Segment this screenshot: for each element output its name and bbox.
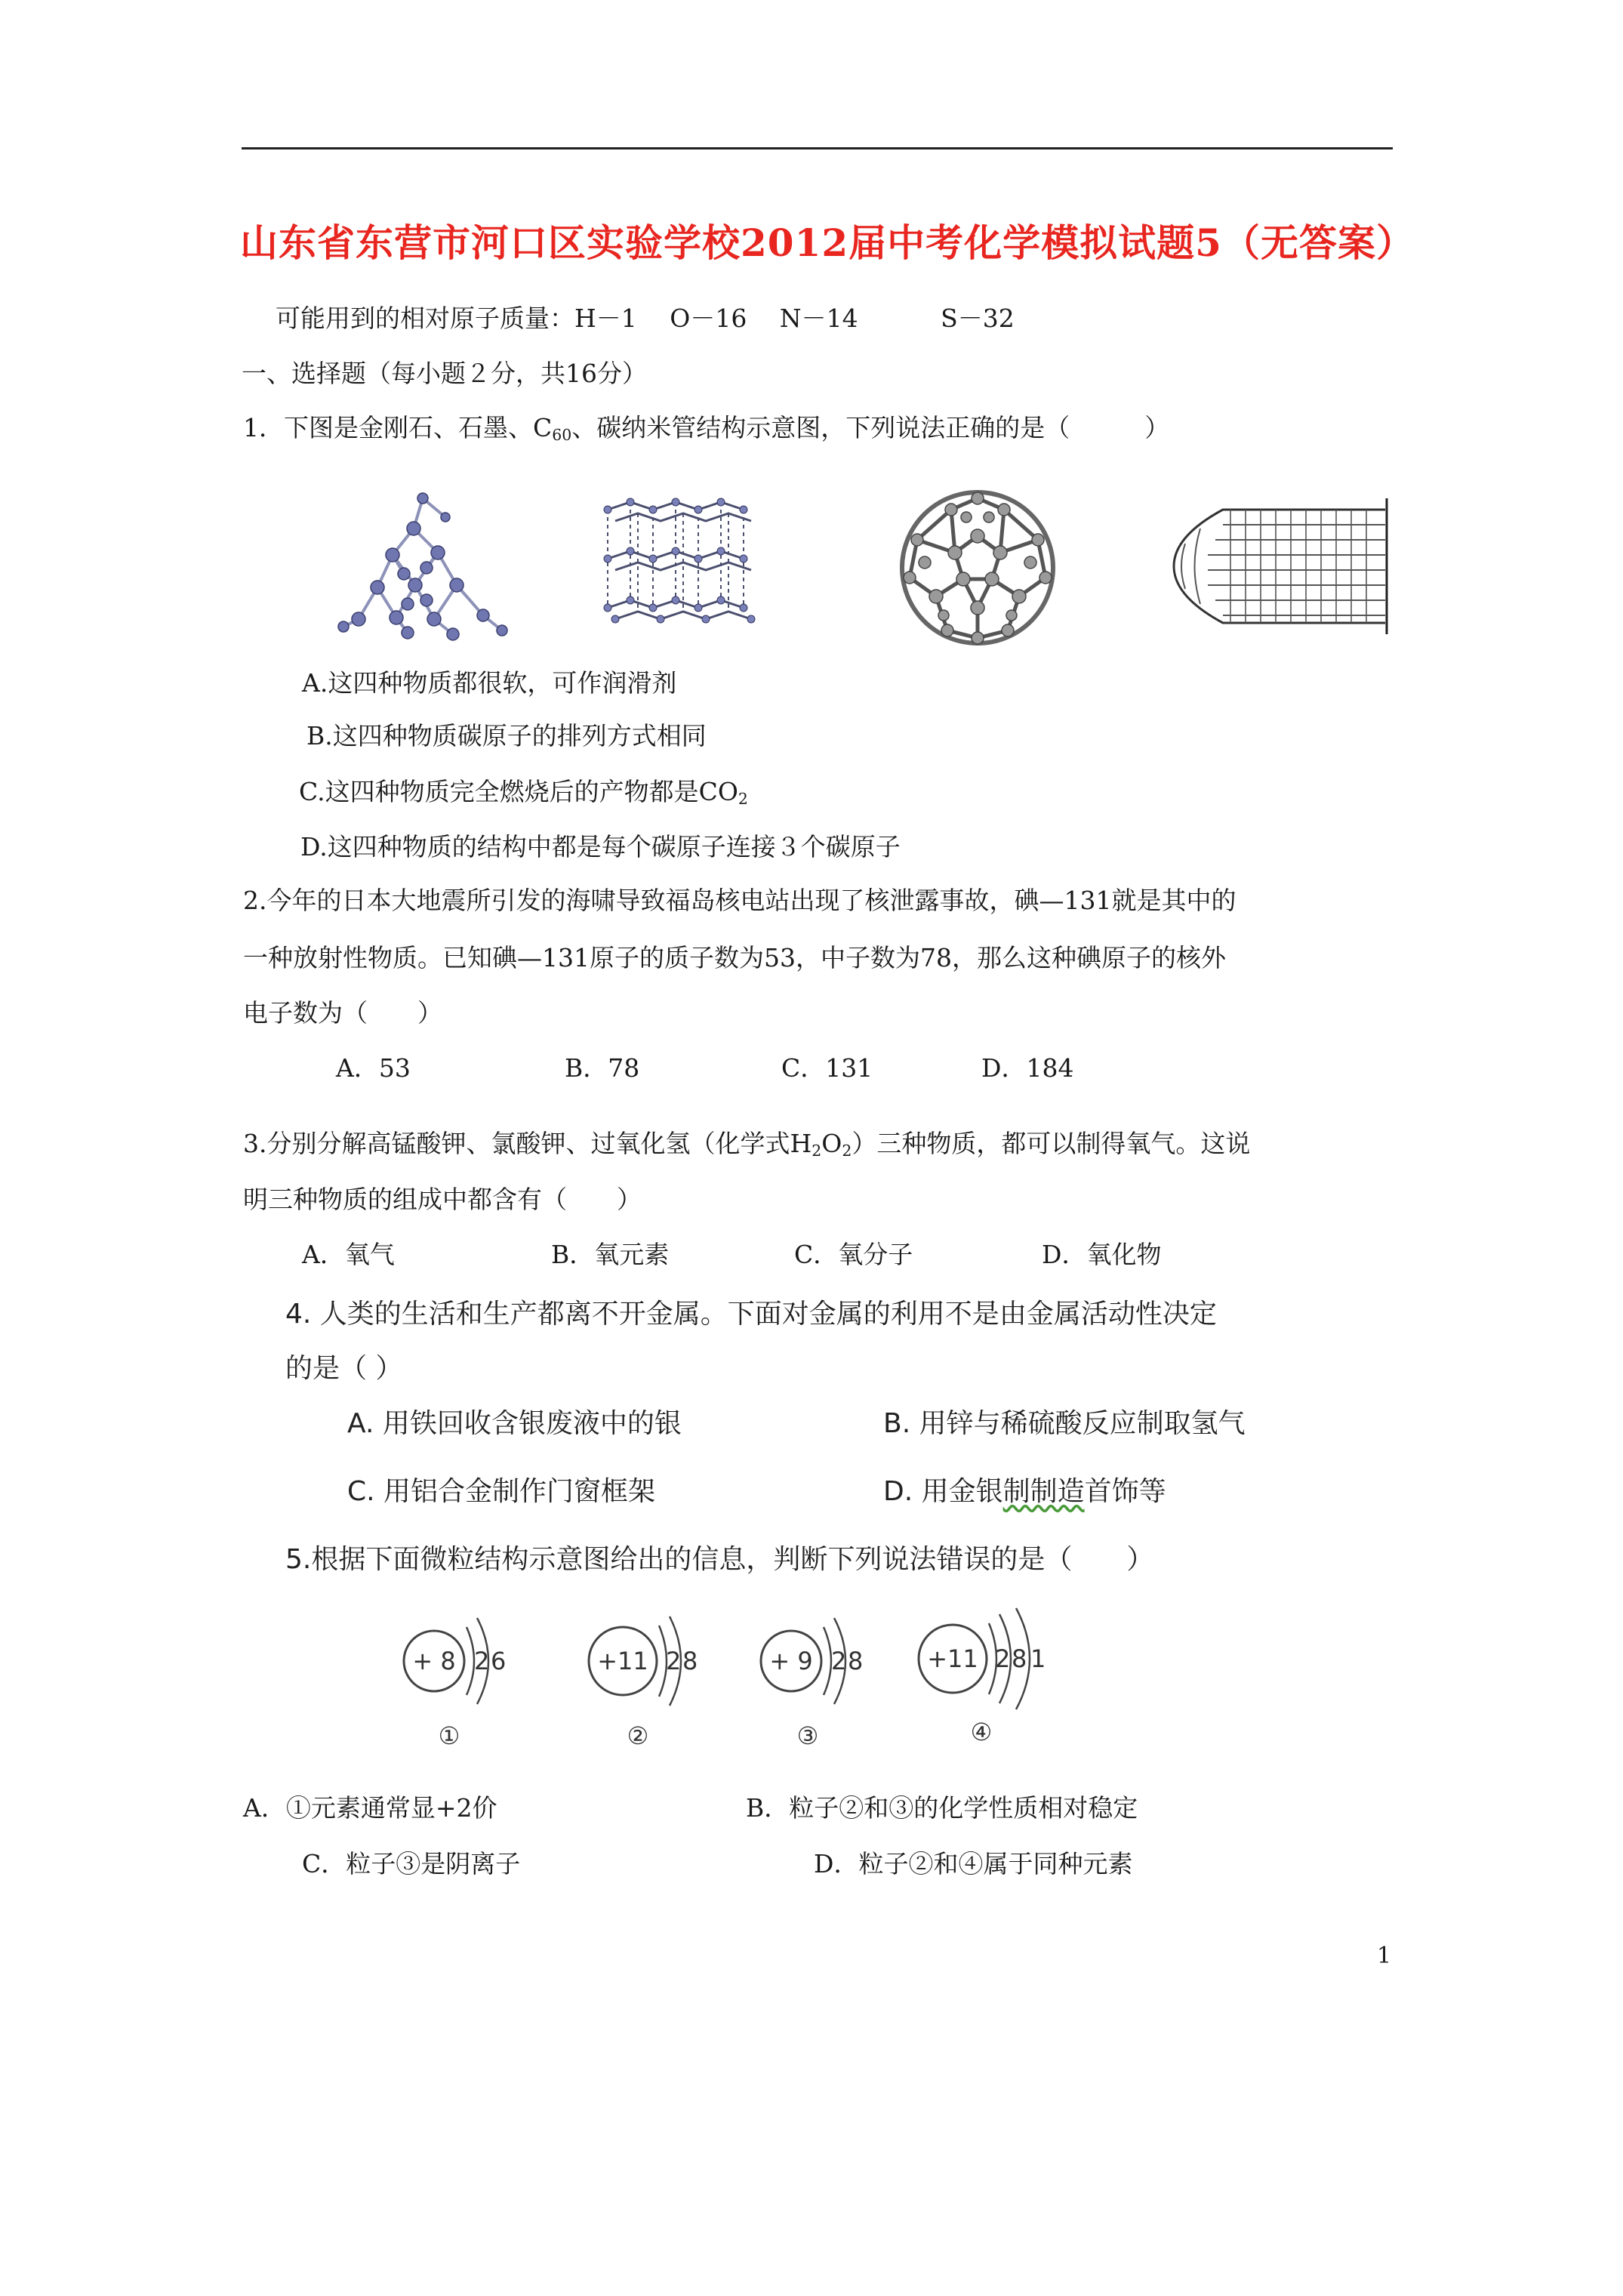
q1-option-d: D.这四种物质的结构中都是每个碳原子连接３个碳原子 (300, 832, 901, 861)
q2-option-a: A．53 (336, 1053, 411, 1083)
svg-text:2: 2 (474, 1647, 490, 1675)
particle-diagram-2 (589, 1616, 698, 1750)
svg-text:1: 1 (1030, 1644, 1046, 1673)
q4-option-a: A. 用铁回收含银废液中的银 (347, 1408, 682, 1439)
q3-option-b: B．氧元素 (551, 1240, 670, 1269)
q3-option-d: D．氧化物 (1042, 1240, 1162, 1269)
svg-text:+ 8: + 8 (412, 1647, 456, 1675)
svg-text:8: 8 (682, 1647, 698, 1675)
svg-text:+11: +11 (597, 1647, 648, 1675)
graphite-structure-figure (600, 495, 759, 642)
svg-text:2: 2 (831, 1647, 847, 1675)
q5-stem: 5.根据下面微粒结构示意图给出的信息，判断下列说法错误的是（ ） (285, 1544, 1154, 1575)
section-heading: 一、选择题（每小题２分，共16分） (242, 359, 647, 388)
atomic-masses: 可能用到的相对原子质量：H－1 O－16 N－14 S－32 (276, 304, 1015, 333)
c60-fullerene-figure (891, 483, 1064, 653)
page-number: 1 (1377, 1943, 1392, 1969)
q2-option-c: C．131 (781, 1053, 873, 1083)
svg-text:①: ① (438, 1721, 460, 1750)
header-rule (242, 147, 1393, 149)
svg-text:8: 8 (1012, 1644, 1027, 1673)
q3-line-1: 3.分别分解高锰酸钾、氯酸钾、过氧化氢（化学式$H_2O_2$）三种物质，都可以制得氧气。这说 (243, 1129, 1251, 1160)
q2-option-d: D．184 (981, 1053, 1074, 1083)
particle-diagram-3 (761, 1618, 863, 1750)
q3-option-a: A．氧气 (302, 1240, 395, 1269)
q4-option-d: D. 用金银制制造首饰等 (883, 1476, 1166, 1507)
q3-line-2: 明三种物质的组成中都含有（ ） (243, 1185, 642, 1214)
svg-text:+ 9: + 9 (769, 1647, 813, 1675)
q2-line-1: 2.今年的日本大地震所引发的海啸导致福岛核电站出现了核泄露事故，碘—131就是其中的 (243, 886, 1236, 915)
q2-option-b: B．78 (565, 1053, 640, 1083)
svg-text:③: ③ (796, 1721, 819, 1750)
q1-option-c: C.这四种物质完全燃烧后的产物都是$CO_2$ (299, 777, 748, 809)
q4-line-1: 4. 人类的生活和生产都离不开金属。下面对金属的利用不是由金属活动性决定 (285, 1299, 1217, 1330)
q1-stem: 1．下图是金刚石、石墨、$C_{60}$、碳纳米管结构示意图，下列说法正确的是（ ） (243, 413, 1170, 445)
q1-option-b: B.这四种物质碳原子的排列方式相同 (306, 721, 707, 750)
q4-option-b: B. 用锌与稀硫酸反应制取氢气 (883, 1408, 1246, 1439)
svg-text:8: 8 (848, 1647, 864, 1675)
particle-diagram-1 (404, 1618, 506, 1750)
q1-option-a: A.这四种物质都很软，可作润滑剂 (302, 668, 677, 698)
svg-text:④: ④ (970, 1718, 993, 1746)
q5-option-d: D．粒子②和④属于同种元素 (814, 1849, 1133, 1878)
particle-structure-diagrams (393, 1604, 1147, 1759)
svg-text:2: 2 (666, 1647, 682, 1675)
svg-text:6: 6 (491, 1647, 507, 1675)
q3-option-c: C．氧分子 (794, 1240, 913, 1269)
q4-line-2: 的是（ ） (285, 1353, 403, 1384)
svg-text:②: ② (627, 1721, 649, 1750)
q5-option-a: A．①元素通常显+2价 (243, 1793, 497, 1823)
q2-line-2: 一种放射性物质。已知碘—131原子的质子数为53，中子数为78，那么这种碘原子的核外 (243, 943, 1226, 972)
q4-option-c: C. 用铝合金制作门窗框架 (347, 1476, 656, 1507)
q2-line-3: 电子数为（ ） (243, 998, 442, 1028)
svg-text:+11: +11 (927, 1644, 978, 1673)
page-title: 山东省东营市河口区实验学校2012届中考化学模拟试题5（无答案） (240, 220, 1415, 265)
particle-diagram-4 (919, 1608, 1046, 1746)
svg-text:2: 2 (995, 1644, 1011, 1673)
diamond-structure-figure (332, 483, 513, 642)
q5-option-c: C．粒子③是阴离子 (302, 1849, 521, 1878)
q5-option-b: B．粒子②和③的化学性质相对稳定 (746, 1793, 1138, 1823)
carbon-nanotube-figure (1170, 498, 1389, 634)
